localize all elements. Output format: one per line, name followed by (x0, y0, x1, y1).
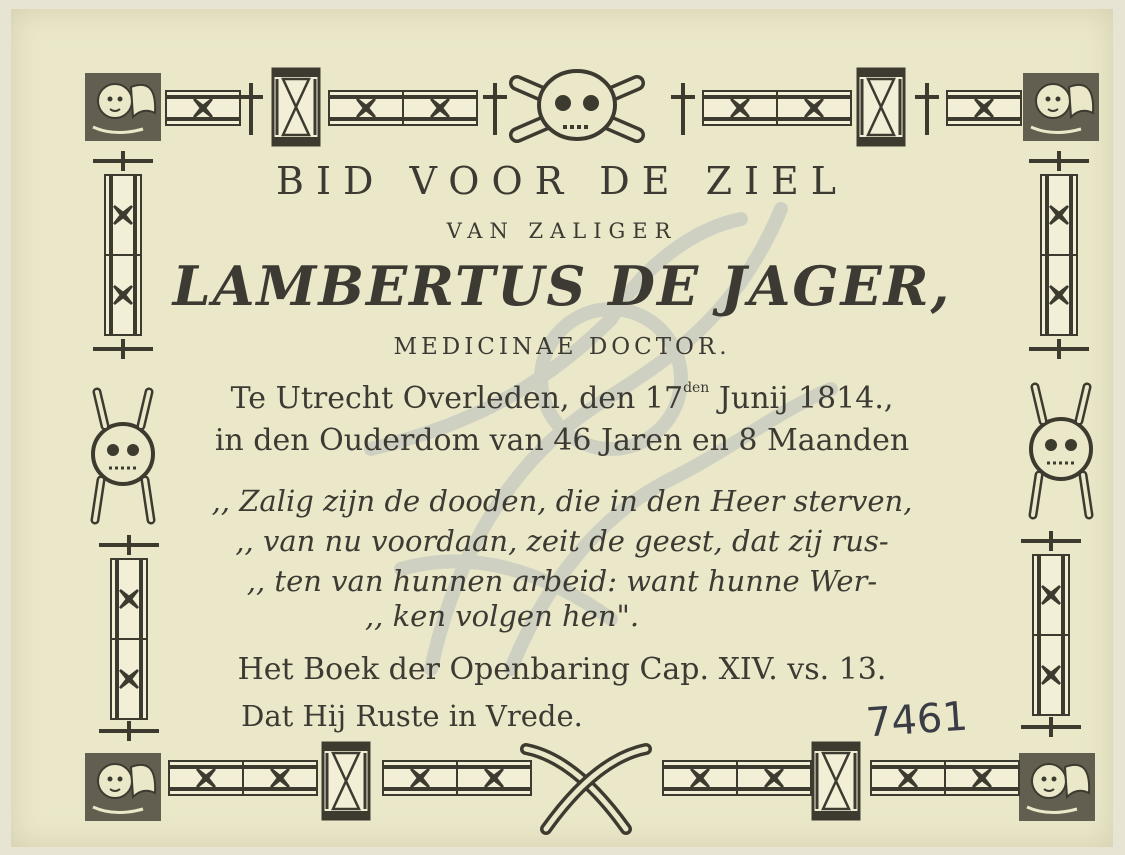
hourglass-icon (813, 743, 859, 819)
hourglass-icon (273, 69, 319, 145)
bottom-border (169, 743, 1019, 829)
heading-bid-voor-de-ziel: BID VOOR DE ZIEL (276, 159, 848, 203)
handwritten-catalog-number: 7461 (864, 693, 970, 747)
profession: MEDICINAE DOCTOR. (393, 334, 731, 360)
scripture-reference: Het Boek der Openbaring Cap. XIV. vs. 13. (237, 652, 887, 687)
quote-line: ,, Zalig zijn de dooden, die in den Heer sterven, (211, 484, 913, 518)
skull-crossbones-icon (517, 71, 637, 139)
closing-prayer: Dat Hij Ruste in Vrede. (241, 699, 583, 733)
hourglass-icon (858, 69, 904, 145)
quote-line: ,, ken volgen hen". (364, 599, 640, 633)
cherub-icon (1023, 73, 1099, 141)
quote-line: ,, ten van hunnen arbeid: want hunne Wer- (246, 564, 878, 598)
date-suffix: den (683, 380, 710, 396)
cherub-icon (85, 73, 161, 141)
age-line: in den Ouderdom van 46 Jaren en 8 Maanden (214, 423, 910, 458)
deceased-name: LAMBERTUS DE JAGER, (172, 254, 952, 318)
top-border (85, 69, 1099, 145)
death-date-year: Junij 1814., (709, 381, 894, 416)
crossed-scythes-icon (526, 749, 646, 829)
cherub-icon (85, 753, 161, 821)
death-date-text: Te Utrecht Overleden, den 17 (230, 381, 684, 416)
subheading-van-zaliger: VAN ZALIGER (446, 219, 678, 243)
cherub-icon (1019, 753, 1095, 821)
memorial-card (11, 9, 1113, 847)
hourglass-icon (323, 743, 369, 819)
death-date-line (11, 381, 1113, 416)
quote-line: ,, van nu voordaan, zeit de geest, dat zij rus- (235, 524, 889, 558)
